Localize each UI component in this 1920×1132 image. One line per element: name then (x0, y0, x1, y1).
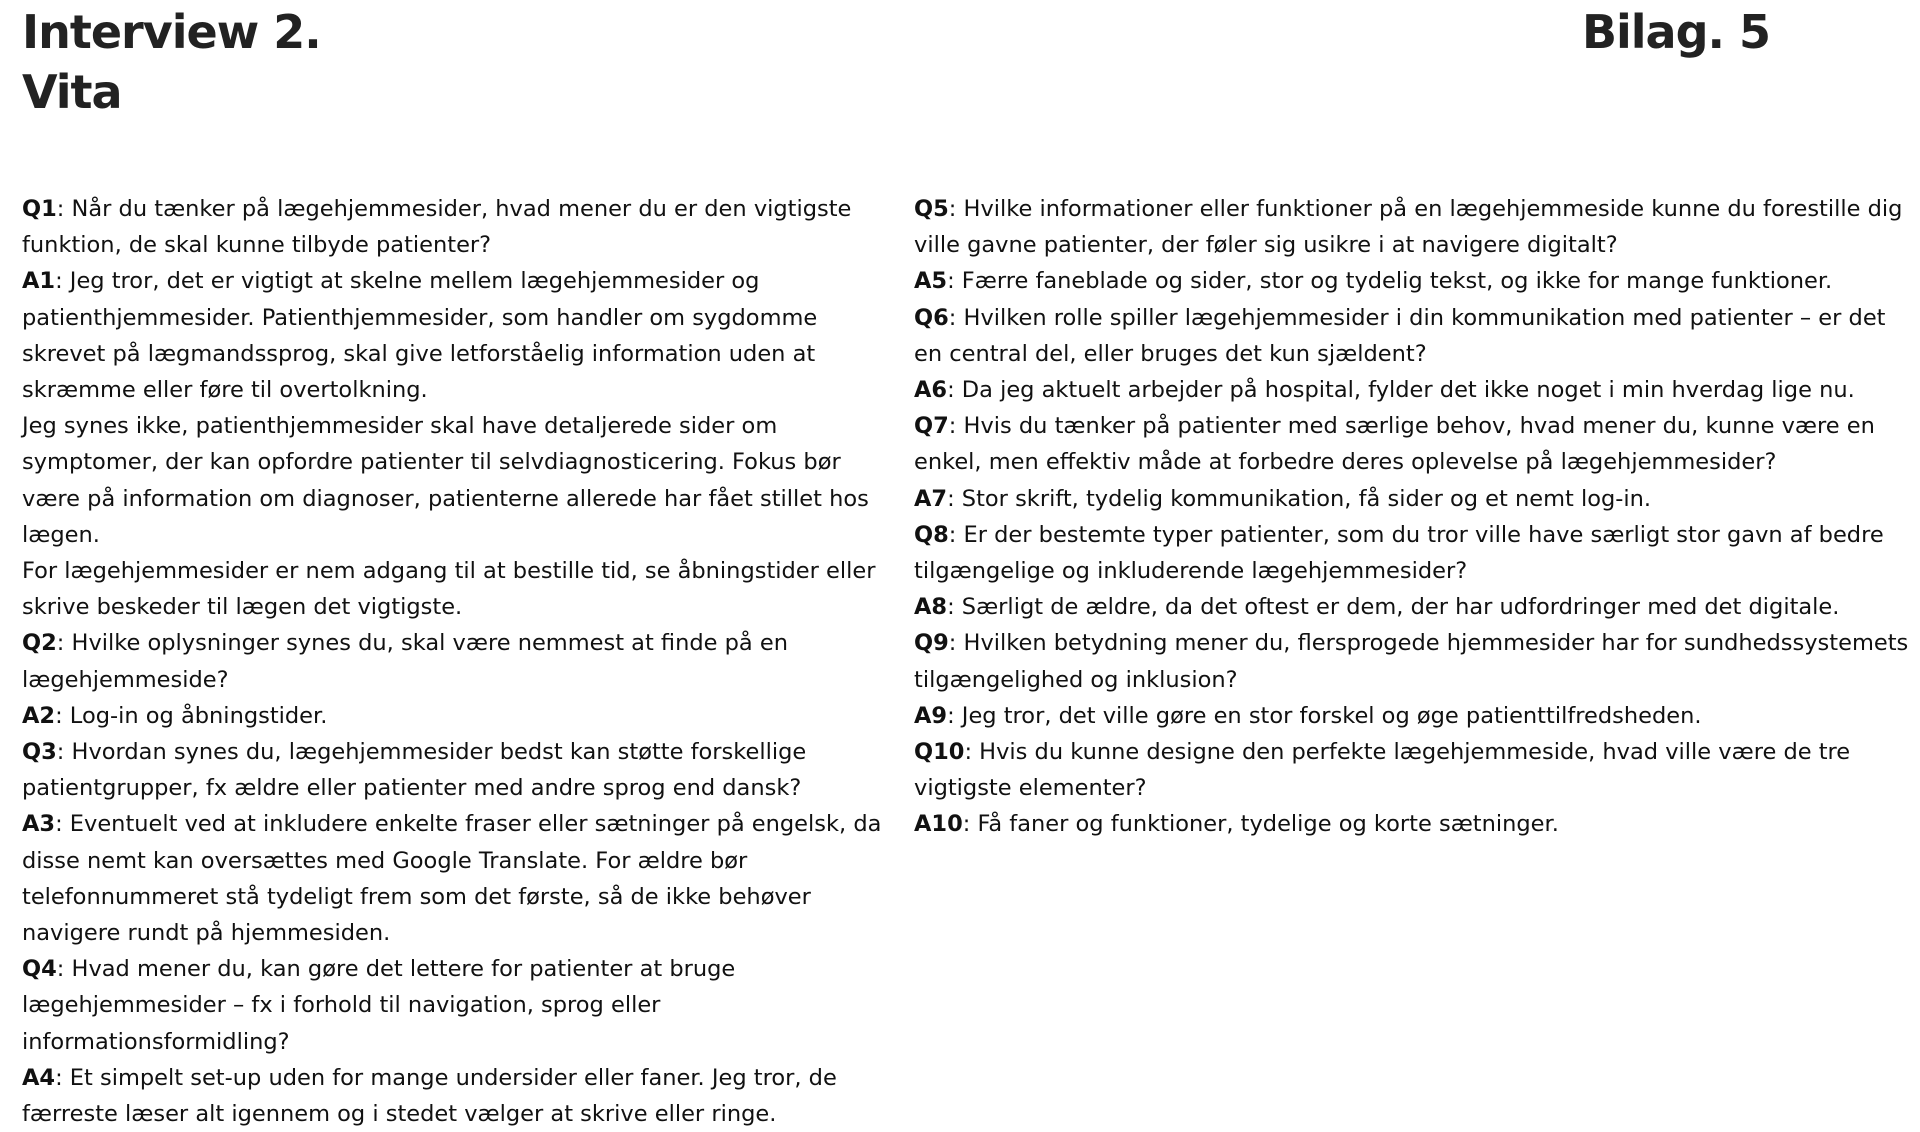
interview-paragraph (22, 263, 902, 408)
answer-label: A8 (914, 594, 948, 621)
interview-paragraph (914, 263, 1914, 299)
page-title (22, 2, 321, 122)
paragraph-text: For lægehjemmesider er nem adgang til at bestille tid, se åbningstider eller skrive beskeder til lægen det vigtigste. (22, 558, 876, 621)
interview-paragraph (914, 734, 1914, 806)
answer-label: A5 (914, 268, 948, 295)
paragraph-text: : Hvilke oplysninger synes du, skal være nemmest at finde på en lægehjemmeside? (22, 630, 788, 693)
interview-paragraph (22, 553, 902, 625)
interview-paragraph (914, 300, 1914, 372)
paragraph-text: : Hvordan synes du, lægehjemmesider bedst kan støtte forskellige patientgrupper, fx ældre eller patienter med andre sprog end dansk? (22, 739, 807, 802)
paragraph-text: : Hvilken betydning mener du, flersprogede hjemmesider har for sundhedssystemets tilgængelighed og inklusion? (914, 630, 1909, 693)
question-label: Q7 (914, 413, 949, 440)
interview-paragraph (914, 517, 1914, 589)
question-label: Q4 (22, 956, 57, 983)
paragraph-text: : Et simpelt set-up uden for mange undersider eller faner. Jeg tror, de færreste læser alt igennem og i stedet vælger at skrive eller ringe. (22, 1064, 837, 1128)
title-line-1: Interview 2. (22, 5, 321, 59)
paragraph-text: : Få faner og funktioner, tydelige og korte sætninger. (962, 811, 1559, 838)
interview-paragraph (22, 191, 902, 263)
appendix-label: Bilag. 5 (1581, 5, 1770, 59)
interview-paragraph (22, 625, 902, 697)
paragraph-text: : Er der bestemte typer patienter, som du tror ville have særligt stor gavn af bedre tilgængelige og inkluderende lægehjemmesider? (914, 521, 1884, 585)
paragraph-text: : Hvis du kunne designe den perfekte lægehjemmeside, hvad ville være de tre vigtigste elementer? (914, 739, 1851, 802)
interview-paragraph (22, 806, 902, 951)
answer-label: A2 (22, 702, 56, 729)
paragraph-text: : Færre faneblade og sider, stor og tydelig tekst, og ikke for mange funktioner. (947, 268, 1833, 295)
answer-label: A4 (22, 1064, 56, 1091)
answer-label: A6 (914, 377, 948, 404)
paragraph-text: : Log-in og åbningstider. (55, 702, 328, 729)
interview-paragraph (914, 372, 1914, 408)
paragraph-text: Jeg synes ikke, patienthjemmesider skal have detaljerede sider om symptomer, der kan opfordre patienter til selvdiagnosticering. Fokus bør være på information om diagnoser, patienterne allerede har fået stillet hos lægen. (22, 413, 869, 548)
paragraph-text: : Hvad mener du, kan gøre det lettere for patienter at bruge lægehjemmesider – fx i forhold til navigation, sprog eller informationsformidling? (22, 956, 736, 1055)
answer-label: A9 (914, 702, 948, 729)
interview-paragraph (914, 589, 1914, 625)
interview-paragraph (22, 734, 902, 806)
interview-paragraph (914, 698, 1914, 734)
right-column (914, 191, 1914, 843)
question-label: Q2 (22, 630, 57, 657)
interview-paragraph (914, 481, 1914, 517)
interview-paragraph (914, 408, 1914, 480)
paragraph-text: : Særligt de ældre, da det oftest er dem, der har udfordringer med det digitale. (947, 594, 1840, 621)
interview-paragraph (22, 698, 902, 734)
answer-label: A10 (914, 811, 963, 838)
interview-paragraph (22, 408, 902, 553)
paragraph-text: : Jeg tror, det er vigtigt at skelne mellem lægehjemmesider og patienthjemmesider. Patienthjemmesider, som handler om sygdomme skrevet på lægmandssprog, skal give letforståelig information uden at skræmme eller føre til overtolkning. (22, 268, 818, 404)
interview-paragraph (22, 1060, 902, 1132)
question-label: Q9 (914, 630, 949, 657)
interview-paragraph (914, 625, 1914, 697)
question-label: Q1 (22, 196, 57, 222)
paragraph-text: : Eventuelt ved at inkludere enkelte fraser eller sætninger på engelsk, da disse nemt kan oversættes med Google Translate. For ældre bør telefonnummeret stå tydeligt frem som det første, så de ikke behøver navigere rundt på hjemmesiden. (22, 811, 882, 947)
question-label: Q5 (914, 196, 949, 222)
paragraph-text: : Stor skrift, tydelig kommunikation, få sider og et nemt log-in. (947, 485, 1652, 512)
interview-paragraph (914, 806, 1914, 842)
answer-label: A3 (22, 811, 56, 838)
left-column (22, 191, 902, 1132)
paragraph-text: : Da jeg aktuelt arbejder på hospital, fylder det ikke noget i min hverdag lige nu. (947, 377, 1855, 404)
question-label: Q8 (914, 521, 949, 548)
answer-label: A7 (914, 485, 948, 512)
paragraph-text: : Hvis du tænker på patienter med særlige behov, hvad mener du, kunne være en enkel, men effektiv måde at forbedre deres oplevelse på lægehjemmesider? (914, 413, 1875, 476)
title-line-2: Vita (22, 65, 122, 119)
interview-paragraph (914, 191, 1914, 263)
paragraph-text: : Når du tænker på lægehjemmesider, hvad mener du er den vigtigste funktion, de skal kunne tilbyde patienter? (22, 196, 852, 259)
answer-label: A1 (22, 268, 56, 295)
paragraph-text: : Hvilke informationer eller funktioner på en lægehjemmeside kunne du forestille dig ville gavne patienter, der føler sig usikre i at navigere digitalt? (914, 196, 1903, 259)
question-label: Q10 (914, 739, 965, 766)
question-label: Q3 (22, 739, 57, 766)
paragraph-text: : Jeg tror, det ville gøre en stor forskel og øge patienttilfredsheden. (947, 702, 1702, 729)
paragraph-text: : Hvilken rolle spiller lægehjemmesider i din kommunikation med patienter – er det en central del, eller bruges det kun sjældent? (914, 304, 1886, 367)
interview-paragraph (22, 951, 902, 1060)
question-label: Q6 (914, 304, 949, 331)
